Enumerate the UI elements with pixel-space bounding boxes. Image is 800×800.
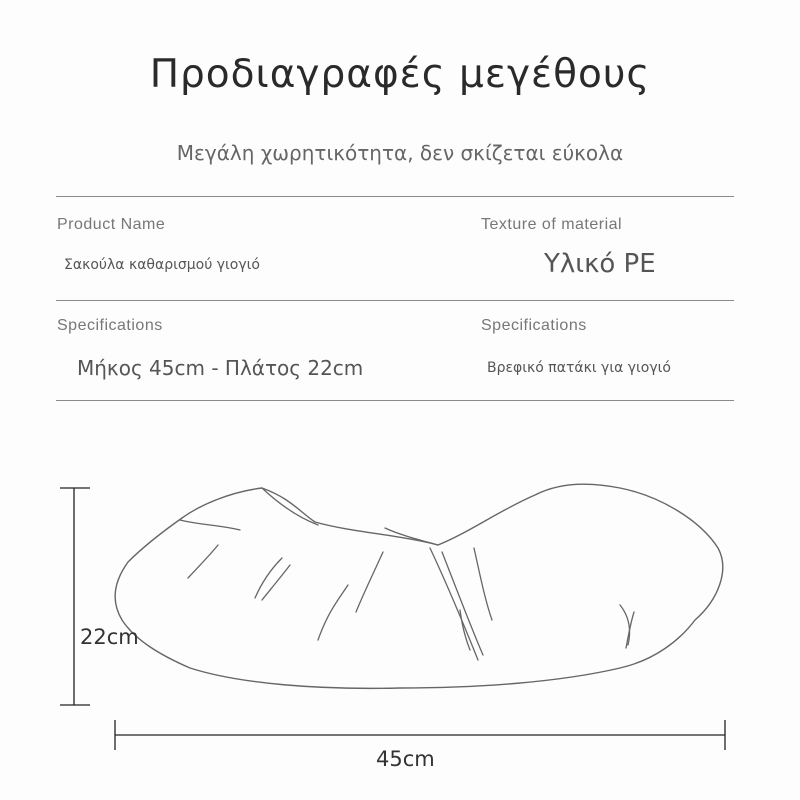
- spec-left-label: Specifications: [57, 317, 163, 334]
- width-label: 45cm: [376, 747, 435, 771]
- height-dimension-line: [60, 488, 90, 705]
- width-dimension-line: [115, 720, 725, 750]
- shoe-cover-creases: [180, 488, 634, 660]
- shoe-cover-outline: [115, 484, 723, 688]
- product-name-label: Product Name: [57, 216, 166, 233]
- texture-value: Υλικό PE: [544, 249, 656, 279]
- page-title: Προδιαγραφές μεγέθους: [149, 52, 651, 97]
- product-name-value: Σακούλα καθαρισμού γιογιό: [64, 257, 260, 273]
- texture-label: Texture of material: [481, 216, 623, 233]
- spec-left-value: Μήκος 45cm - Πλάτος 22cm: [77, 356, 364, 380]
- page-subtitle: Μεγάλη χωρητικότητα, δεν σκίζεται εύκολα: [176, 141, 624, 165]
- spec-right-label: Specifications: [481, 317, 587, 334]
- height-label: 22cm: [80, 625, 139, 649]
- spec-right-value: Βρεφικό πατάκι για γιογιό: [487, 360, 671, 376]
